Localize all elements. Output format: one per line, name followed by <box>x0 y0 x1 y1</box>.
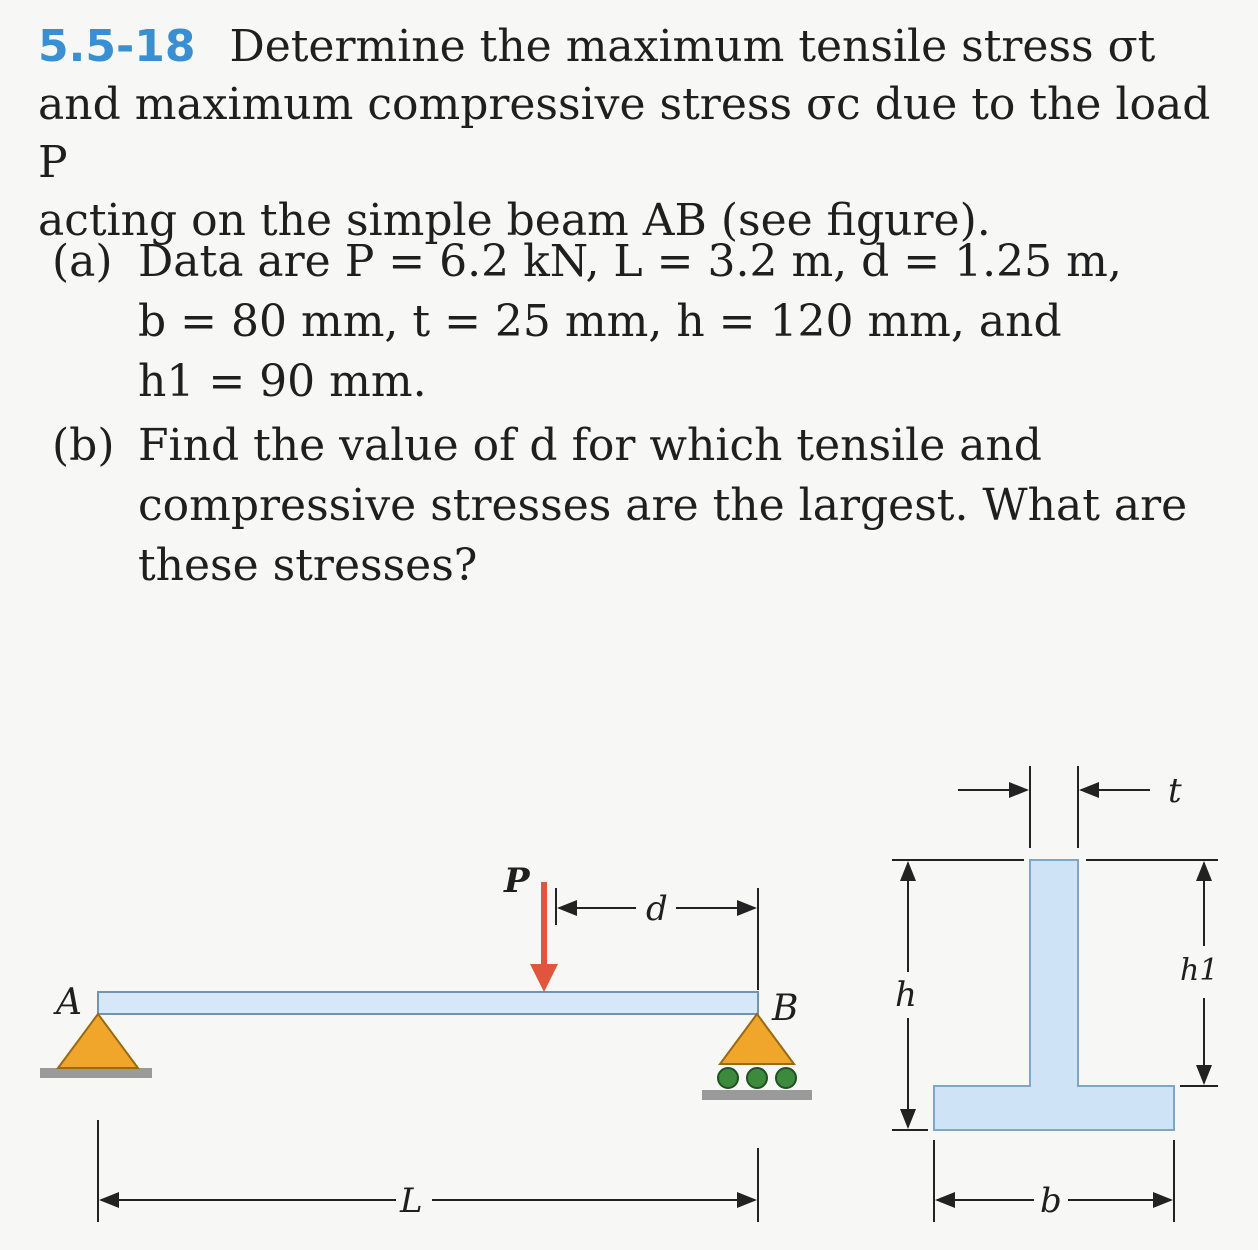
load-arrow-head <box>530 964 558 992</box>
roller-wheel <box>747 1068 767 1088</box>
part-b-line-1: Find the value of d for which tensile and <box>138 420 1042 471</box>
part-a-line-1: Data are P = 6.2 kN, L = 3.2 m, d = 1.25 m, <box>138 236 1122 287</box>
label-d: d <box>646 889 668 929</box>
label-l: L <box>400 1181 423 1221</box>
part-a-line-3: h1 = 90 mm. <box>138 356 427 407</box>
beam <box>98 992 758 1014</box>
roller-wheel <box>718 1068 738 1088</box>
label-p: P <box>504 861 530 901</box>
part-b-label: (b) <box>52 420 115 471</box>
problem-line-3: acting on the simple beam AB (see figure). <box>38 195 991 246</box>
label-h1: h1 <box>1180 953 1219 988</box>
part-b-line-2: compressive stresses are the largest. What are <box>138 480 1188 531</box>
ground-a <box>40 1068 152 1078</box>
label-b: B <box>772 988 799 1029</box>
label-h: h <box>895 975 917 1015</box>
label-a: A <box>56 982 82 1023</box>
roller-wheel <box>776 1068 796 1088</box>
t-section <box>934 860 1174 1130</box>
problem-number: 5.5-18 <box>38 21 196 72</box>
part-a-label: (a) <box>52 236 113 287</box>
part-a-line-2: b = 80 mm, t = 25 mm, h = 120 mm, and <box>138 296 1062 347</box>
label-b-dim: b <box>1040 1181 1062 1221</box>
part-b-line-3: these stresses? <box>138 540 478 591</box>
label-t: t <box>1168 771 1182 811</box>
problem-line-1: 5.5-18 Determine the maximum tensile stress σt <box>38 21 1156 72</box>
ground-b <box>702 1090 812 1100</box>
problem-line-2: and maximum compressive stress σc due to the load P <box>38 79 1211 188</box>
